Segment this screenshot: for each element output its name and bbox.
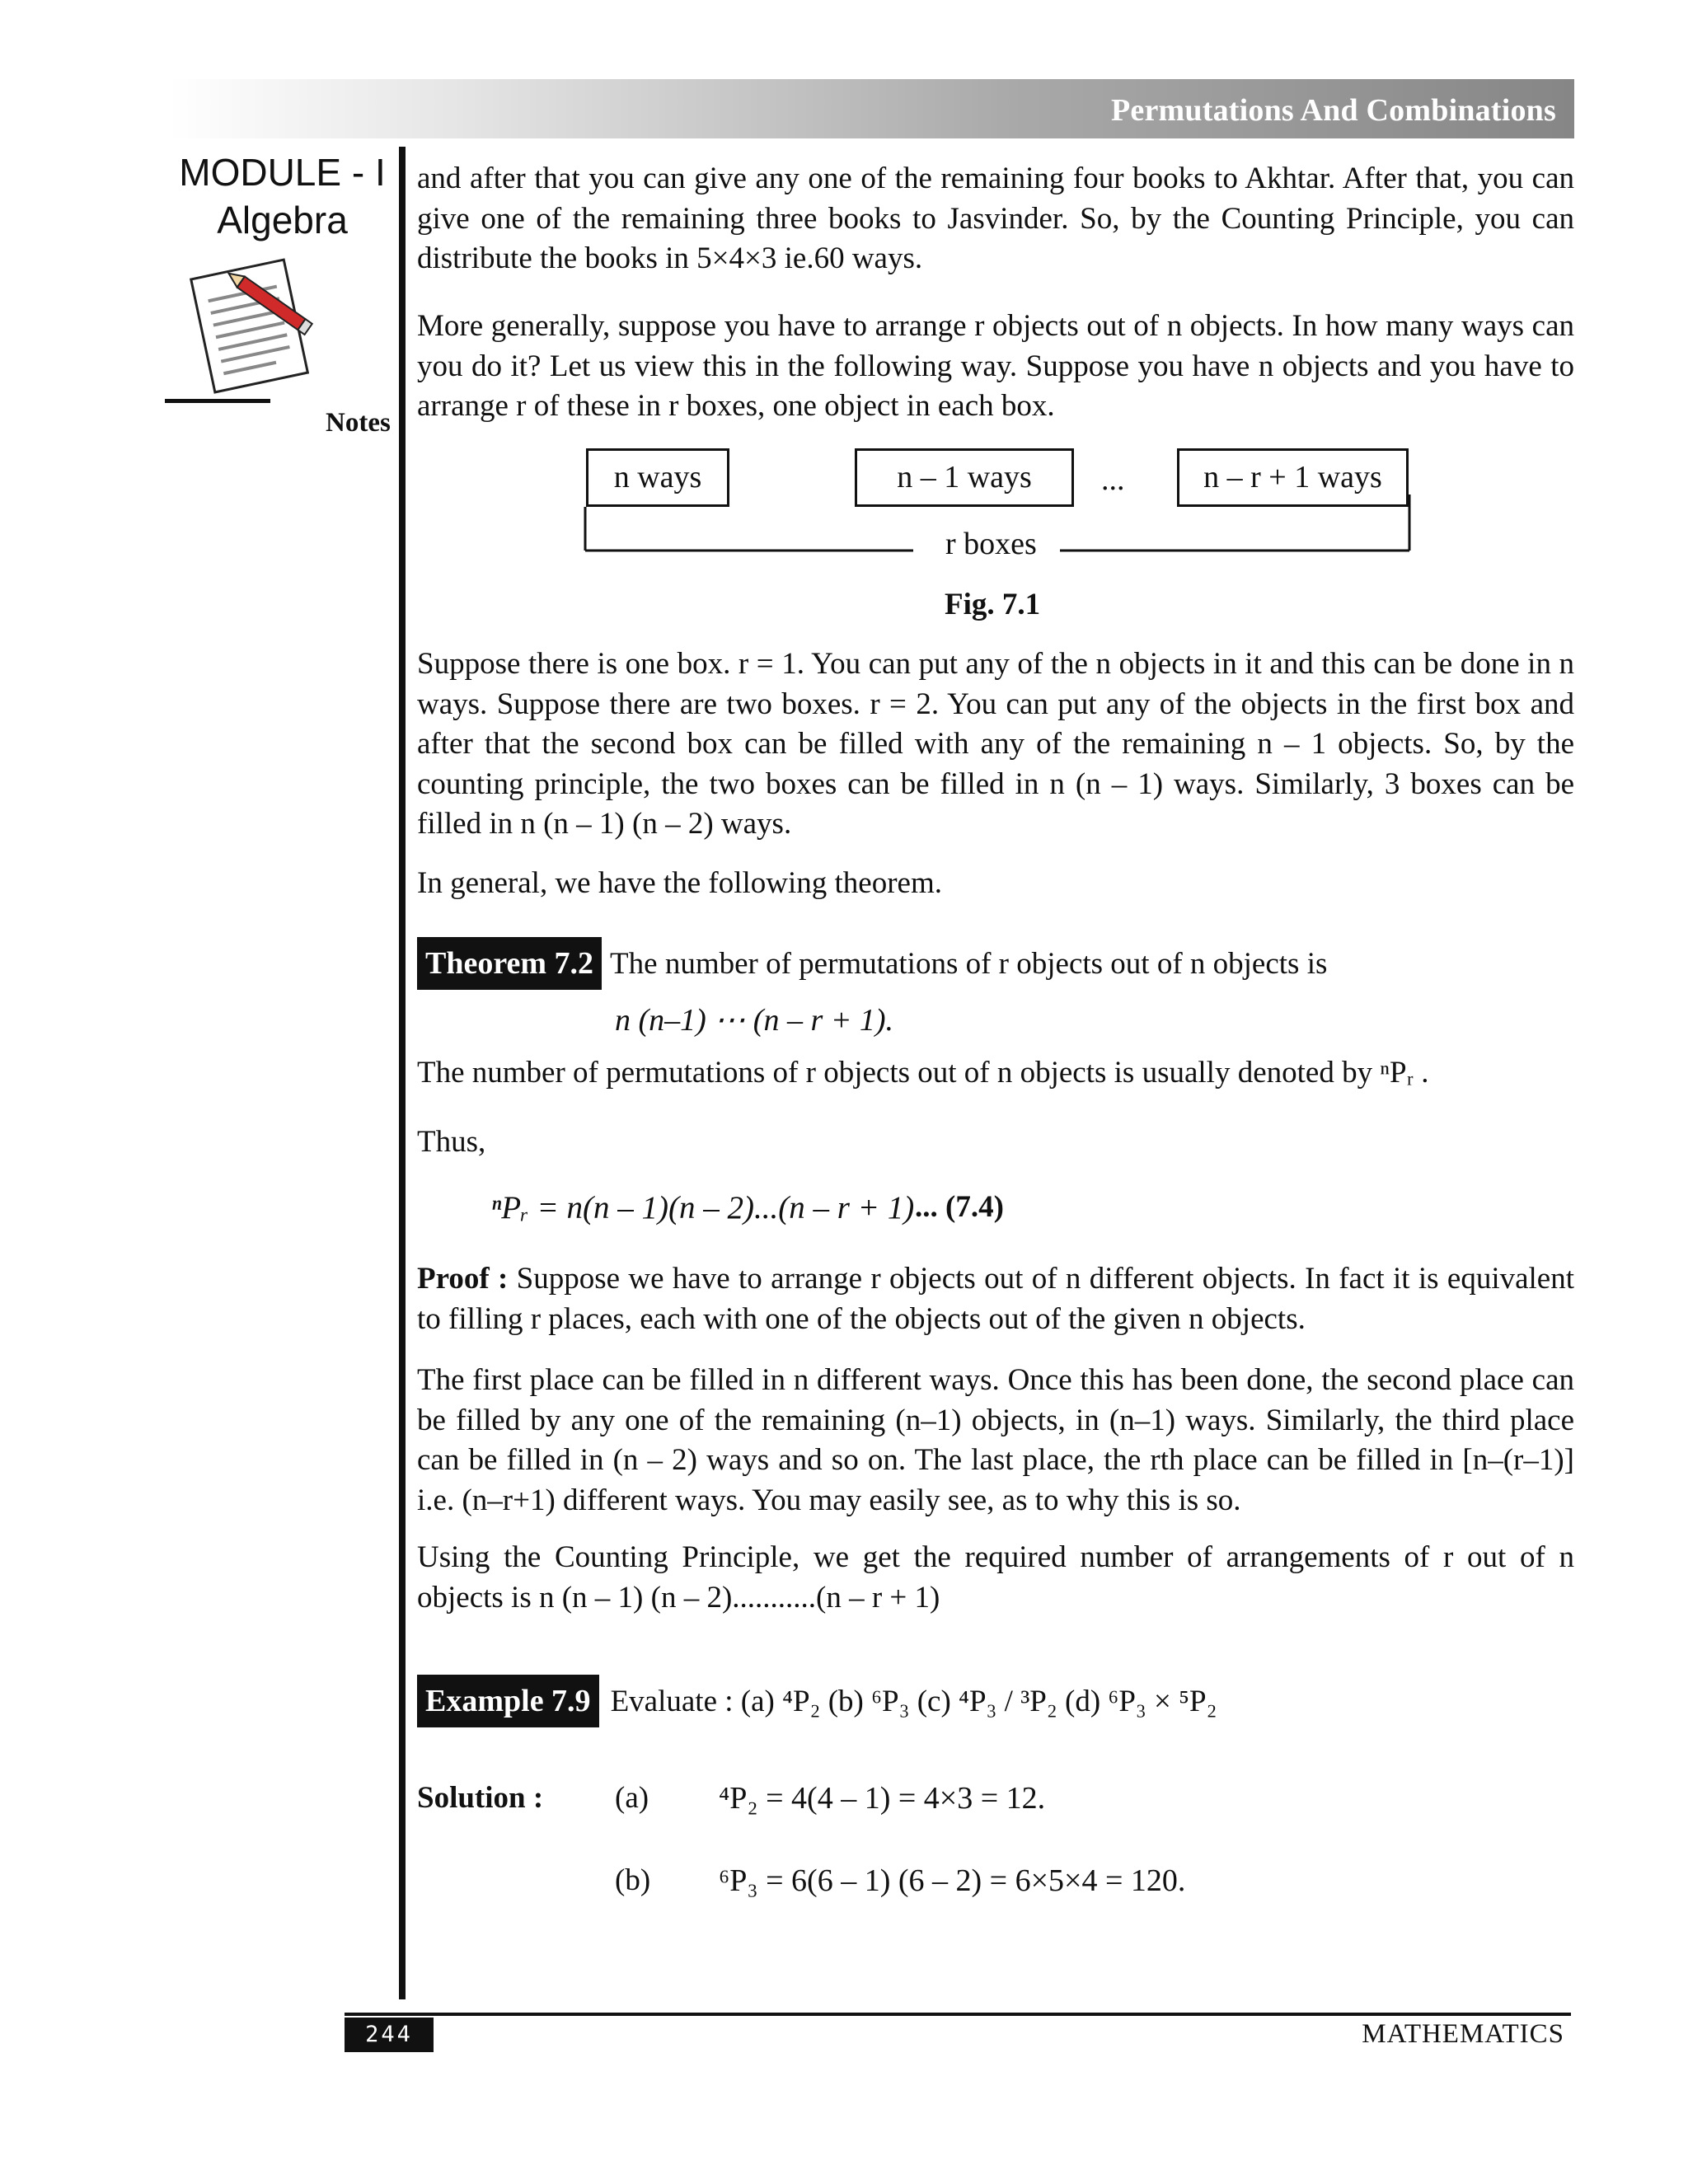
figure-caption: Fig. 7.1 xyxy=(945,588,1041,621)
margin-vertical-rule xyxy=(399,147,406,1999)
paragraph-9 xyxy=(417,1538,1574,1618)
equation-tag: ... (7.4) xyxy=(915,1190,1004,1224)
paragraph-1 xyxy=(417,159,1574,279)
paragraph-1-text: and after that you can give any one of the remaining four books to Akhtar. After that, you can give one of the remaining three books to Jasvinder. So, by the Counting Principle, you can distribute the books in 5×4×3 ie.60 ways. xyxy=(417,162,1574,275)
part-a-solution: ⁴P₂ = 4(4 – 1) = 4×3 = 12. xyxy=(719,1781,1046,1816)
theorem-7-2 xyxy=(417,937,1327,990)
paragraph-2 xyxy=(417,307,1574,427)
notes-notepad-icon xyxy=(177,251,326,400)
box-n-minus-1-ways: n – 1 ways xyxy=(855,448,1074,507)
module-heading xyxy=(169,148,396,244)
paragraph-5 xyxy=(417,1053,1574,1094)
example-label: Example 7.9 xyxy=(417,1675,599,1727)
box-n-ways: n ways xyxy=(586,448,729,507)
notes-label: Notes xyxy=(326,408,391,438)
solution-label: Solution : xyxy=(417,1781,544,1815)
proof-paragraph xyxy=(417,1259,1574,1339)
paragraph-9-text: Using the Counting Principle, we get the required number of arrangements of r out of n objects is n (n – 1) (n – 2)...........(n – r + 1) xyxy=(417,1540,1574,1615)
theorem-text: The number of permutations of r objects out of n objects is xyxy=(610,947,1328,981)
proof-label: Proof : xyxy=(417,1262,509,1296)
page-number: 244 xyxy=(345,2018,434,2052)
example-prompt: Evaluate : (a) ⁴P₂ (b) ⁶P₃ (c) ⁴P₃ / ³P₂ (d) ⁶P₃ × ⁵P₂ xyxy=(610,1685,1217,1718)
paragraph-8-text: The first place can be filled in n different ways. Once this has been done, the second place can be filled by any one of the remaining (n–1) objects, in (n–1) ways. Similarly, the third place can be filled in (n – 2) ways and so on. The last place, the rth place can be filled in [n–(r–1)] i.e. (n–r+1) different ways. You may easily see, as to why this is so. xyxy=(417,1363,1574,1517)
paragraph-8 xyxy=(417,1361,1574,1521)
paragraph-2-text: More generally, suppose you have to arrange r objects out of n objects. In how many ways can you do it? Let us view this in the following way. Suppose you have n objects and you have to arrange r of these in r boxes, one object in each box. xyxy=(417,309,1574,423)
paragraph-3-text: Suppose there is one box. r = 1. You can put any of the n objects in it and this can be done in n ways. Suppose there are two boxes. r = 2. You can put any of the objects in the first box and after that the second box can be filled with any of the remaining n – 1 objects. So, by the counting principle, the two boxes can be filled in n (n – 1) ways. Similarly, 3 boxes can be filled in n (n – 1) (n – 2) ways. xyxy=(417,647,1574,841)
example-7-9 xyxy=(417,1675,1217,1727)
proof-text: Suppose we have to arrange r objects out of n different objects. In fact it is equivalent to filling r places, each with one of the objects out of the given n objects. xyxy=(417,1262,1575,1336)
paragraph-6 xyxy=(417,1122,1574,1163)
footer-subject: MATHEMATICS xyxy=(1362,2019,1564,2049)
part-a-label: (a) xyxy=(615,1781,649,1815)
figure-dots: ... xyxy=(1101,462,1125,497)
paragraph-4 xyxy=(417,864,1574,904)
theorem-formula: n (n–1) ⋯ (n – r + 1). xyxy=(615,1003,894,1038)
theorem-label: Theorem 7.2 xyxy=(417,937,602,990)
paragraph-6-text: Thus, xyxy=(417,1125,486,1159)
module-label: MODULE - I xyxy=(179,151,386,194)
r-boxes-label: r boxes xyxy=(945,527,1037,561)
paragraph-4-text: In general, we have the following theorem. xyxy=(417,866,942,900)
part-b-label: (b) xyxy=(615,1863,651,1897)
equation-7-4: ⁿPᵣ = n(n – 1)(n – 2)...(n – r + 1) xyxy=(491,1190,915,1226)
subject-label: Algebra xyxy=(217,199,348,241)
notes-rule xyxy=(165,399,270,403)
box-n-minus-r-plus-1-ways: n – r + 1 ways xyxy=(1177,448,1409,507)
paragraph-3 xyxy=(417,644,1574,845)
part-b-solution: ⁶P₃ = 6(6 – 1) (6 – 2) = 6×5×4 = 120. xyxy=(719,1863,1186,1898)
footer-rule xyxy=(345,2013,1571,2016)
paragraph-5-text: The number of permutations of r objects out of n objects is usually denoted by ⁿPᵣ . xyxy=(417,1056,1429,1090)
page-header-title: Permutations And Combinations xyxy=(1111,93,1556,128)
